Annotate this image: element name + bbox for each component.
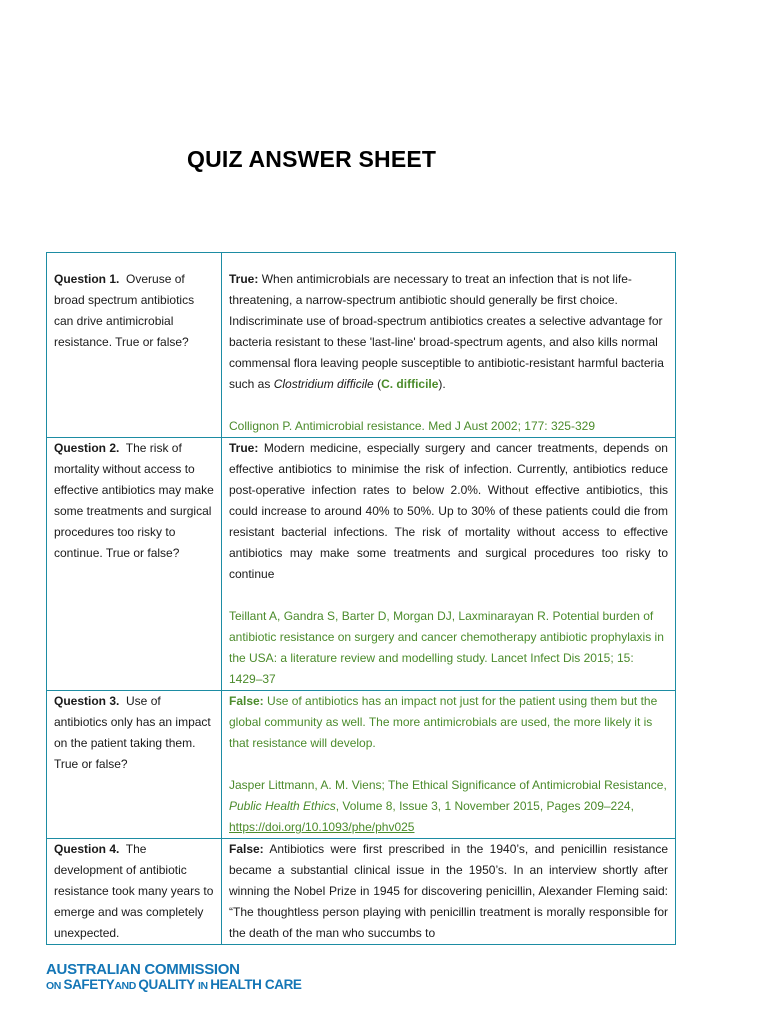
question-label: Question 1. bbox=[54, 272, 120, 286]
answer-organism-abbrev: C. difficile bbox=[381, 377, 439, 391]
table-row bbox=[47, 253, 676, 438]
logo-line-1: AUSTRALIAN COMMISSION bbox=[46, 961, 240, 978]
question-text: The development of antibiotic resistance took many years to emerge and was completely unexpected. bbox=[54, 842, 214, 940]
reference-citation: Teillant A, Gandra S, Barter D, Morgan DJ, Laxminarayan R. Potential burden of antibiotic resistance on surgery and cancer chemotherapy antibiotic prophylaxis in the USA: a literature review and modelling study. Lancet Infect Dis 2015; 15: 1429–37 bbox=[229, 609, 664, 686]
answer-organism: Clostridium difficile bbox=[273, 377, 374, 391]
answer-paren-close: ). bbox=[438, 377, 446, 391]
answer-cell bbox=[222, 839, 676, 945]
reference-doi-link[interactable]: https://doi.org/10.1093/phe/phv025 bbox=[229, 820, 415, 834]
question-cell bbox=[47, 839, 222, 945]
page-title: QUIZ ANSWER SHEET bbox=[187, 146, 437, 172]
table-row bbox=[47, 438, 676, 691]
reference-citation: Collignon P. Antimicrobial resistance. Med J Aust 2002; 177: 325-329 bbox=[229, 419, 595, 433]
answer-verdict: True: bbox=[229, 272, 259, 286]
question-text: Use of antibiotics only has an impact on the patient taking them. True or false? bbox=[54, 694, 211, 771]
question-cell bbox=[47, 253, 222, 438]
answer-cell bbox=[222, 691, 676, 839]
question-cell bbox=[47, 691, 222, 839]
question-label: Question 4. bbox=[54, 842, 120, 856]
question-cell bbox=[47, 438, 222, 691]
reference-authors: Jasper Littmann, A. M. Viens; The Ethical Significance of Antimicrobial Resistance, bbox=[229, 778, 667, 792]
answer-verdict: False: bbox=[229, 694, 264, 708]
answer-text: When antimicrobials are necessary to treat an infection that is not life-threatening, a narrow-spectrum antibiotic should generally be first choice. Indiscriminate use of broad-spectrum antibiotics creates a selective advantage for bacteria resistant to these 'last-line' broad-spectrum agents, and also kills normal commensal flora leaving people susceptible to antibiotic-resistant harmful bacteria such as bbox=[229, 272, 664, 391]
reference-journal: Public Health Ethics bbox=[229, 799, 336, 813]
quiz-answer-table bbox=[46, 252, 676, 940]
answer-verdict: True: bbox=[229, 441, 259, 455]
reference-details: , Volume 8, Issue 3, 1 November 2015, Pages 209–224, bbox=[335, 799, 634, 813]
question-text: Overuse of broad spectrum antibiotics can drive antimicrobial resistance. True or false? bbox=[54, 272, 195, 349]
table-row bbox=[47, 691, 676, 839]
answer-text: Use of antibiotics has an impact not just for the patient using them but the global community as well. The more antimicrobials are used, the more likely it is that resistance will develop. bbox=[229, 694, 658, 750]
answer-paren-open: ( bbox=[373, 377, 382, 391]
reference-citation bbox=[229, 775, 668, 838]
answer-cell bbox=[222, 253, 676, 438]
answer-cell bbox=[222, 438, 676, 691]
question-label: Question 2. bbox=[54, 441, 120, 455]
question-text: The risk of mortality without access to effective antibiotics may make some treatments and surgical procedures too risky to continue. True or false? bbox=[54, 441, 214, 560]
answer-text: Antibiotics were first prescribed in the 1940’s, and penicillin resistance became a substantial clinical issue in the 1950’s. In an interview shortly after winning the Nobel Prize in 1945 for discovering penicillin, Alexander Fleming said: “The thoughtless person playing with penicillin treatment is morally responsible for the death of the man who succumbs to bbox=[229, 842, 669, 940]
question-label: Question 3. bbox=[54, 694, 120, 708]
table-row bbox=[47, 839, 676, 945]
organisation-logo bbox=[46, 962, 302, 992]
logo-line-2: ON SAFETYAND QUALITY IN HEALTH CARE bbox=[46, 977, 302, 992]
answer-text: Modern medicine, especially surgery and cancer treatments, depends on effective antibiotics to minimise the risk of infection. Currently, antibiotics reduce post-operative infection rates to below 2.0%. Without effective antibiotics, this could increase to around 40% to 50%. Up to 30% of these patients could die from resistant bacterial infections. The risk of mortality without access to effective antibiotics may make some treatments and surgical procedures too risky to continue bbox=[229, 441, 668, 581]
answer-verdict: False: bbox=[229, 842, 264, 856]
